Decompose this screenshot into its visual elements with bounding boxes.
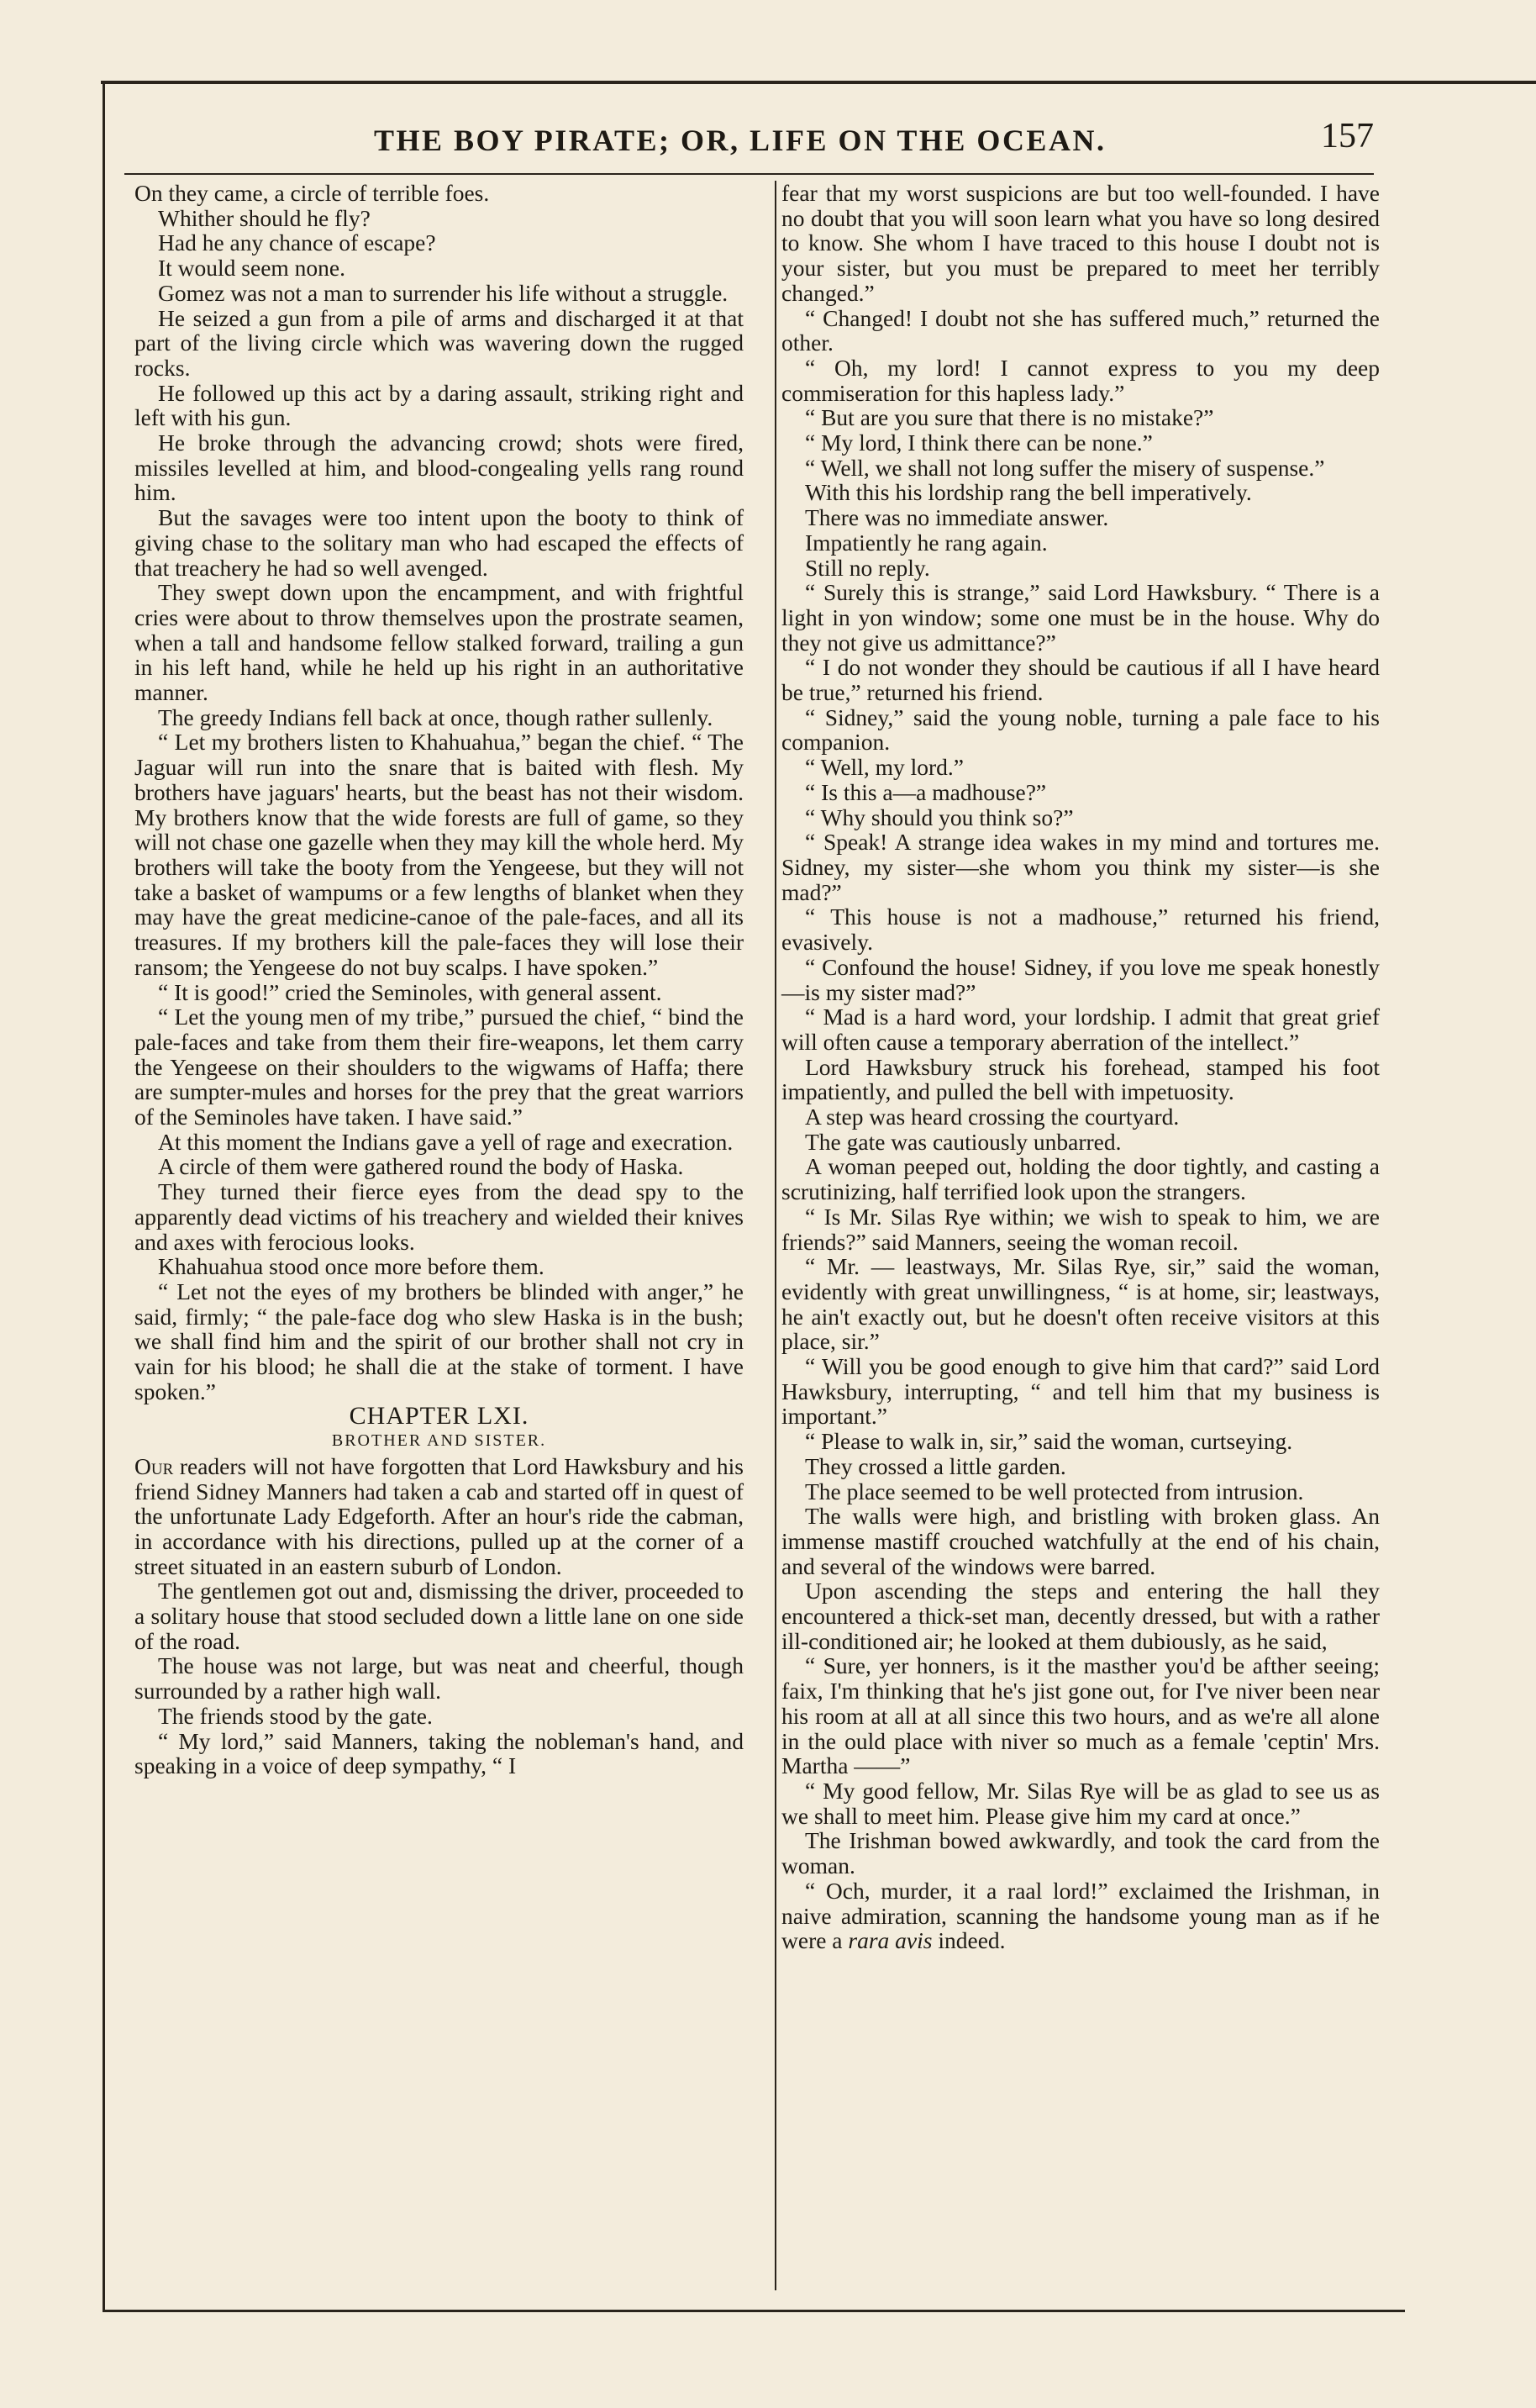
paragraph: “ I do not wonder they should be cautious if all I have heard be true,” returned his friend. <box>781 654 1380 706</box>
paragraph: Still no reply. <box>805 554 930 581</box>
chapter-title: CHAPTER LXI. <box>349 1402 529 1431</box>
left-border <box>103 81 105 2312</box>
paragraph: “ Oh, my lord! I cannot express to you my deep commiseration for this hapless lady.” <box>781 354 1380 406</box>
left-column-chapter-body <box>134 1454 744 1778</box>
paragraph: Impatiently he rang again. <box>805 529 1048 556</box>
paragraph: A woman peeped out, holding the door tightly, and casting a scrutinizing, half terrified look upon the strangers. <box>781 1153 1380 1205</box>
paragraph: Whither should he fly? <box>158 204 371 231</box>
paragraph: The walls were high, and bristling with broken glass. An immense mastiff crouched watchfully at the end of his chain, and several of the windows were barred. <box>781 1503 1380 1579</box>
left-column <box>134 181 744 1778</box>
paragraph: The house was not large, but was neat and cheerful, though surrounded by a rather high wall. <box>134 1652 744 1705</box>
italic-phrase: rara avis <box>848 1927 933 1954</box>
right-column-body <box>781 181 1380 1953</box>
paragraph: “ Sure, yer honners, is it the masther you'd be afther seeing; faix, I'm thinking that he's jist gone out, for I've niver been near his room at all at all since this two hours, and as we're all alone in the ould place with niver so much as a female 'ceptin' Mrs. Martha ——” <box>781 1652 1380 1779</box>
paragraph: “ My lord, I think there can be none.” <box>805 429 1153 456</box>
paragraph: They crossed a little garden. <box>805 1452 1066 1479</box>
header-rule <box>124 173 1374 175</box>
paragraph: Had he any chance of escape? <box>158 229 436 256</box>
top-rule <box>101 81 1536 84</box>
paragraph: “ Mad is a hard word, your lordship. I admit that great grief will often cause a temporary aberration of the intellect.” <box>781 1004 1380 1055</box>
paragraph: “ Is Mr. Silas Rye within; we wish to speak to him, we are friends?” said Manners, seeing the woman recoil. <box>781 1203 1380 1255</box>
paragraph: “ Confound the house! Sidney, if you love me speak honestly—is my sister mad?” <box>781 953 1380 1005</box>
paragraph: The gentlemen got out and, dismissing the driver, proceeded to a solitary house that stood secluded down a little lane on one side of the road. <box>134 1578 744 1654</box>
paragraph: He seized a gun from a pile of arms and discharged it at that part of the living circle which was wavering down the rugged rocks. <box>134 304 744 381</box>
paragraph: “ Let my brothers listen to Khahuahua,” began the chief. “ The Jaguar will run into the snare that is baited with flesh. My brothers have jaguars' hearts, but the beast has not their wisdom. My brothers know that the wide forests are full of game, so they will not chase one gazelle when they may kill the whole herd. My brothers will take the booty from the Yengeese, but they will not take a basket of wampums or a few lengths of blanket when they may have the great medicine-canoe of the pale-faces, and all its treasures. If my brothers kill the pale-faces they will lose their ransom; the Yengeese do not buy scalps. I have spoken.” <box>134 729 744 980</box>
paragraph: The greedy Indians fell back at once, though rather sullenly. <box>158 703 713 730</box>
paragraph: Lord Hawksbury struck his forehead, stamped his foot impatiently, and pulled the bell with impetuosity. <box>781 1053 1380 1105</box>
paragraph: Gomez was not a man to surrender his life without a struggle. <box>158 279 729 306</box>
paragraph: The gate was cautiously unbarred. <box>805 1128 1122 1155</box>
paragraph: They turned their fierce eyes from the dead spy to the apparently dead victims of his treachery and wielded their knives and axes with ferocious looks. <box>134 1178 744 1255</box>
paragraph: “ It is good!” cried the Seminoles, with general assent. <box>158 978 662 1005</box>
paragraph: “ Mr. — leastways, Mr. Silas Rye, sir,” said the woman, evidently with great unwillingness, “ is at home, sir; leastways, he ain't exactly out, but he doesn't often receive visitors at this place, sir.” <box>781 1253 1380 1355</box>
paragraph: “ Changed! I doubt not she has suffered much,” returned the other. <box>781 304 1380 356</box>
paragraph: A step was heard crossing the courtyard. <box>805 1104 1180 1130</box>
paragraph: “ My lord,” said Manners, taking the nobleman's hand, and speaking in a voice of deep sympathy, “ I <box>134 1727 744 1779</box>
paragraph: “ Speak! A strange idea wakes in my mind and tortures me. Sidney, my sister—she whom you think my sister—is she mad?” <box>781 829 1380 905</box>
paragraph: “ My good fellow, Mr. Silas Rye will be as glad to see us as we shall to meet him. Please give him my card at once.” <box>781 1778 1380 1829</box>
paragraph: They swept down upon the encampment, and with frightful cries were about to throw themselves upon the prostrate seamen, when a tall and handsome fellow stalked forward, trailing a gun in his left hand, while he held up his right in an authoritative manner. <box>134 579 744 706</box>
paragraph: The Irishman bowed awkwardly, and took the card from the woman. <box>781 1827 1380 1879</box>
paragraph: He followed up this act by a daring assault, striking right and left with his gun. <box>134 379 744 431</box>
page-header <box>118 116 1374 166</box>
paragraph: “ Is this a—a madhouse?” <box>805 778 1047 805</box>
paragraph: “ Let the young men of my tribe,” pursued the chief, “ bind the pale-faces and take from them their fire-weapons, let them carry the Yengeese on their shoulders to the wigwams of Haffa; there are sumpter-mules and horses for the prey that the great warriors of the Seminoles have taken. I have said.” <box>134 1004 744 1130</box>
paragraph: “ Why should you think so?” <box>805 804 1074 830</box>
paragraph: “ But are you sure that there is no mistake?” <box>805 404 1214 431</box>
paragraph: At this moment the Indians gave a yell of rage and execration. <box>158 1128 734 1155</box>
page-number: 157 <box>1321 117 1374 155</box>
chapter-subtitle: BROTHER AND SISTER. <box>331 1431 547 1451</box>
paragraph: “ This house is not a madhouse,” returned his friend, evasively. <box>781 904 1380 956</box>
paragraph: It would seem none. <box>158 255 346 282</box>
paragraph: On they came, a circle of terrible foes. <box>134 180 490 206</box>
paragraph: “ Och, murder, it a raal lord!” exclaimed the Irishman, in naive admiration, scanning the handsome young man as if he were a rara avis indeed. <box>781 1877 1380 1954</box>
paragraph: There was no immediate answer. <box>805 504 1109 531</box>
paragraph: “ Well, we shall not long suffer the misery of suspense.” <box>805 454 1325 481</box>
paragraph: He broke through the advancing crowd; shots were fired, missiles levelled at him, and blood-congealing yells rang round him. <box>134 429 744 506</box>
paragraph: “ Well, my lord.” <box>805 754 964 781</box>
paragraph: “ Please to walk in, sir,” said the woman, curtseying. <box>805 1428 1293 1455</box>
opening-word: Our <box>134 1452 180 1479</box>
paragraph: But the savages were too intent upon the booty to think of giving chase to the solitary man who had escaped the effects of that treachery he had so well avenged. <box>134 504 744 581</box>
paragraph: “ Sidney,” said the young noble, turning a pale face to his companion. <box>781 703 1380 756</box>
bottom-border <box>103 2310 1405 2312</box>
column-divider <box>775 181 776 2290</box>
paragraph: The place seemed to be well protected from intrusion. <box>805 1478 1304 1504</box>
paragraph: Our readers will not have forgotten that Lord Hawksbury and his friend Sidney Manners had taken a cab and started off in quest of the unfortunate Lady Edgeforth. After an hour's ride the cabman, in accordance with his directions, pulled up at the corner of a street situated in an eastern suburb of London. <box>134 1452 744 1579</box>
right-column <box>781 181 1380 1953</box>
paragraph: Khahuahua stood once more before them. <box>158 1253 544 1280</box>
paragraph: Upon ascending the steps and entering the hall they encountered a thick-set man, decently dressed, but with a rather ill-conditioned air; he looked at them dubiously, as he said, <box>781 1578 1380 1654</box>
paragraph: fear that my worst suspicions are but too well-founded. I have no doubt that you will soon learn what you have so long desired to know. She whom I have traced to this house I doubt not is your sister, but you must be prepared to meet her terribly changed.” <box>781 180 1380 306</box>
paragraph: “ Will you be good enough to give him that card?” said Lord Hawksbury, interrupting, “ and tell him that my business is important.” <box>781 1353 1380 1430</box>
paragraph: “ Let not the eyes of my brothers be blinded with anger,” he said, firmly; “ the pale-face dog who slew Haska is in the bush; we shall find him and the spirit of our brother shall not cry in vain for his blood; he shall die at the stake of torment. I have spoken.” <box>134 1278 744 1404</box>
paragraph: A circle of them were gathered round the body of Haska. <box>158 1153 684 1180</box>
running-head: THE BOY PIRATE; OR, LIFE ON THE OCEAN. <box>374 124 1107 157</box>
paragraph: “ Surely this is strange,” said Lord Hawksbury. “ There is a light in yon window; some one must be in the house. Why do they not give us admittance?” <box>781 579 1380 656</box>
left-column-body <box>134 181 744 1404</box>
paragraph: With this his lordship rang the bell imperatively. <box>805 479 1252 506</box>
paragraph: The friends stood by the gate. <box>158 1702 433 1729</box>
